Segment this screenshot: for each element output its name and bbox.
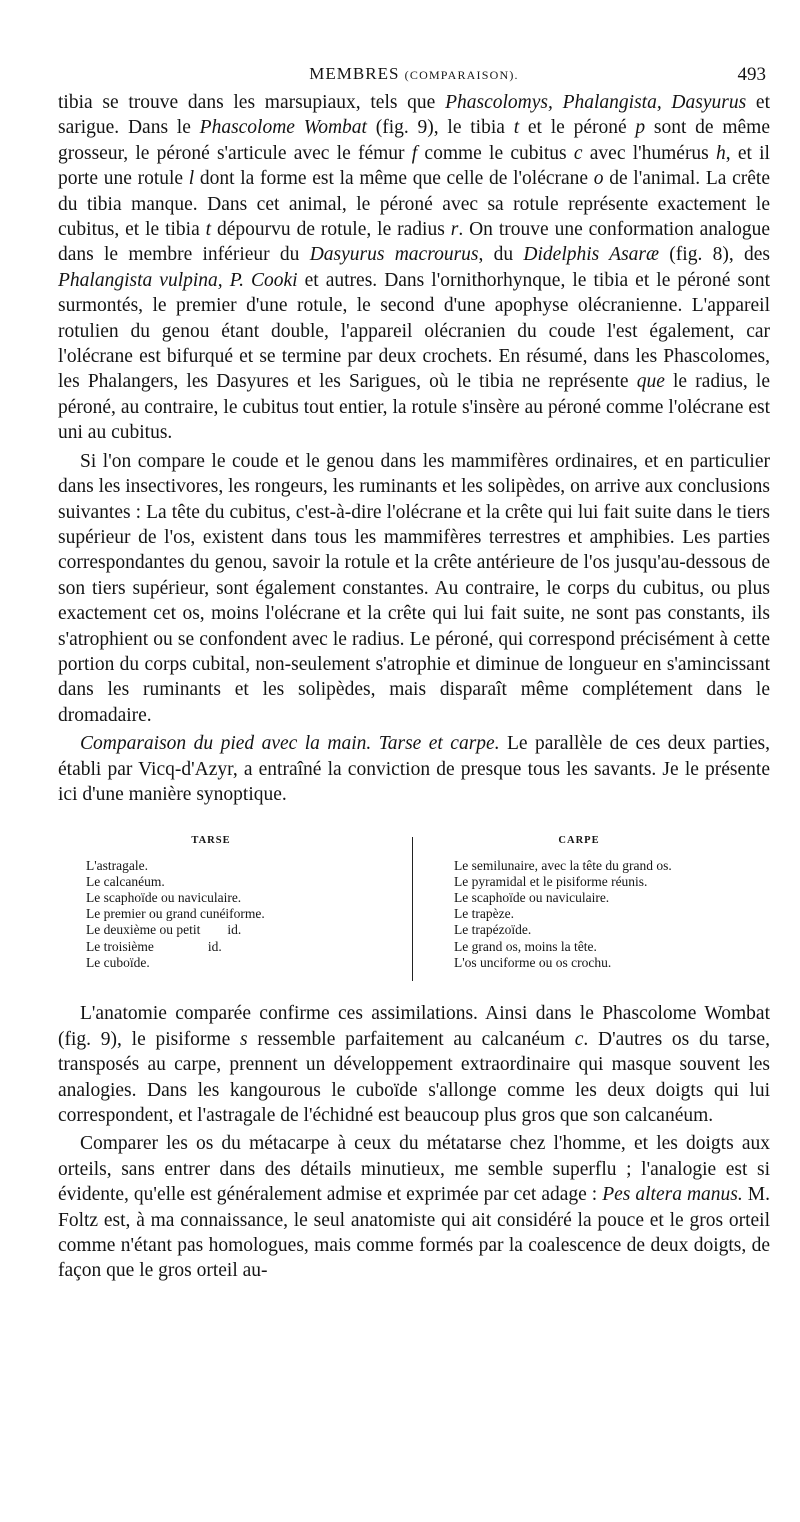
tarse-heading: TARSE — [191, 835, 231, 847]
text-run: Comparer les os du métacarpe à ceux du métatarse chez l'homme, et les doigts aux orteils, sans entrer dans des détails minutieux, me semble superflu ; l'analogie est si évidente, qu'elle est généralement admise et exprimée par cet adage : — [58, 1133, 770, 1206]
italic-run: p — [635, 117, 646, 139]
italic-run: s — [240, 1028, 248, 1050]
italic-run: o — [593, 168, 604, 190]
carpe-row: Le trapézoïde. — [454, 922, 532, 938]
tarse-row: Le cuboïde. — [86, 954, 150, 970]
tarse-row: Le troisième id. — [86, 938, 222, 954]
carpe-row: Le trapèze. — [454, 906, 514, 922]
text-run: . D'autres os du tarse, transposés au carpe, prennent un développement extraordinaire qui masque souvent les analogies. Dans les kangourous le cuboïde s'allonge comme les deux doigts qui lui correspondent, et l'astragale de l'échidné est beaucoup plus gros que son calcanéum. — [58, 1028, 770, 1126]
text-run: comme le cubitus — [417, 142, 574, 164]
paragraph-5 — [58, 1131, 770, 1283]
paragraph-3 — [58, 731, 770, 807]
text-run: Le parallèle de ces deux parties, établi par Vicq-d'Azyr, a entraîné la conviction de presque tous les savants. Je le présente ici d'une manière synoptique. — [58, 733, 771, 805]
italic-run: Dasyurus macrourus — [309, 244, 479, 266]
carpe-heading: CARPE — [558, 835, 600, 847]
italic-run: Phascolome Wombat — [199, 117, 367, 139]
italic-run: que — [636, 371, 665, 393]
text-run: (fig. 9), le tibia — [366, 117, 514, 139]
text-run: L'anatomie comparée confirme ces assimilations. Ainsi dans le Phascolome Wombat (fig. 9), le pisiforme — [58, 1003, 770, 1050]
text-run: et le péroné — [519, 117, 636, 139]
page — [58, 58, 770, 1284]
tarse-row: L'astragale. — [86, 857, 149, 873]
carpe-row: Le semilunaire, avec la tête du grand os. — [454, 857, 672, 873]
section-heading: Comparaison du pied avec la main. Tarse et carpe. — [80, 733, 500, 755]
text-run: et autres. Dans l'ornithorhynque, le tibia et le péroné sont surmontés, le premier d'une rotule, le second d'une apophyse olécranienne. L'appareil rotulien du genou étant double, l'appareil olécranien du coude l'est également, car l'olécrane est bifurqué et se termine par deux crochets. En résumé, dans les Phascolomes, les Phalangers, les Dasyures et les Sarigues, où le tibia ne représente — [58, 269, 770, 393]
italic-run: l — [188, 168, 195, 190]
tarse-carpe-table — [58, 833, 770, 983]
column-divider — [412, 837, 413, 981]
italic-run: c — [573, 142, 583, 164]
italic-run: Pes altera manus. — [602, 1184, 743, 1206]
carpe-row: L'os unciforme ou os crochu. — [454, 954, 612, 970]
text-run: tibia se trouve dans les marsupiaux, tels que — [58, 92, 446, 113]
text-run: et sarigue. Dans le — [58, 92, 770, 139]
tarse-row: Le deuxième ou petit id. — [86, 922, 242, 938]
italic-run: f — [411, 142, 418, 164]
italic-run: Phalangista vulpina, P. Cooki — [58, 269, 298, 291]
text-run: , et il porte une rotule — [58, 142, 770, 190]
running-header — [58, 58, 770, 90]
paragraph-2: Si l'on compare le coude et le genou dans les mammifères ordinaires, et en particulier dans les insectivores, les rongeurs, les ruminants et les solipèdes, on arrive aux conclusions suivantes : La tête du cubitus, c'est-à-dire l'olécrane et la crête qui lui fait suite dans le tiers supérieur de l'os, existent dans tous les mammifères terrestres et amphibies. Les parties correspondantes du genou, savoir la rotule et la crête antérieure de l'os jusqu'au-dessous de son tiers supérieur, sont également constantes. Au contraire, le corps du cubitus, ou plus exactement cet os, moins l'olécrane et la crête qui lui fait suite, ne sont pas constants, ils s'atrophient ou se confondent avec le radius. Le péroné, qui correspond précisément à cette portion du corps cubital, non-seulement s'atrophie et diminue de longueur en s'amincissant dans les ruminants et les solipèdes, mais disparaît même complétement dans le dromadaire. — [58, 450, 770, 726]
italic-run: r — [450, 219, 459, 241]
tarse-row: Le scaphoïde ou naviculaire. — [86, 889, 242, 905]
page-number: 493 — [737, 64, 766, 85]
text-run: dépourvu de rotule, le radius — [211, 219, 451, 241]
tarse-row: Le premier ou grand cunéiforme. — [86, 906, 265, 922]
carpe-row: Le grand os, moins la tête. — [454, 938, 597, 954]
text-run: . On trouve une conformation analogue dans le membre inférieur du — [58, 219, 770, 266]
italic-run: Didelphis Asaræ — [523, 244, 660, 266]
carpe-row: Le scaphoïde ou naviculaire. — [454, 889, 610, 905]
text-run: sont de même grosseur, le péroné s'articule avec le fémur — [58, 117, 771, 164]
text-run: avec l'humérus — [582, 142, 716, 164]
paragraph-1 — [58, 90, 770, 446]
tarse-column — [86, 833, 406, 971]
running-title-sub: (COMPARAISON). — [404, 68, 519, 82]
text-run: de l'animal. La crête du tibia manque. Dans cet animal, le péroné avec sa rotule représente exactement le cubitus, et le tibia — [58, 168, 770, 241]
running-title-main: MEMBRES — [309, 64, 400, 83]
text-run: (fig. 8), des — [659, 244, 770, 266]
carpe-column — [454, 833, 770, 971]
running-title — [58, 64, 770, 84]
text-run: dont la forme est la même que celle de l'olécrane — [194, 168, 594, 190]
text-run: le radius, le péroné, au contraire, le cubitus tout entier, la rotule s'insère au péroné comme l'olécrane est uni au cubitus. — [58, 371, 770, 444]
tarse-row: Le calcanéum. — [86, 873, 165, 889]
text-run: ressemble parfaitement au calcanéum — [247, 1028, 575, 1050]
italic-run: c — [574, 1028, 584, 1050]
italic-run: Phascolomys, Phalangista, Dasyurus — [445, 92, 747, 113]
paragraph-4 — [58, 1001, 770, 1128]
text-run: , du — [478, 244, 524, 266]
italic-run: t — [205, 219, 212, 241]
carpe-row: Le pyramidal et le pisiforme réunis. — [454, 873, 648, 889]
italic-run: h — [716, 142, 726, 164]
text-run: M. Foltz est, à ma connaissance, le seul anatomiste qui ait considéré la pouce et le gros orteil comme n'étant pas homologues, mais comme formés par la coalescence de deux doigts, de façon que le gros orteil au- — [58, 1184, 770, 1282]
italic-run: t — [513, 117, 520, 139]
